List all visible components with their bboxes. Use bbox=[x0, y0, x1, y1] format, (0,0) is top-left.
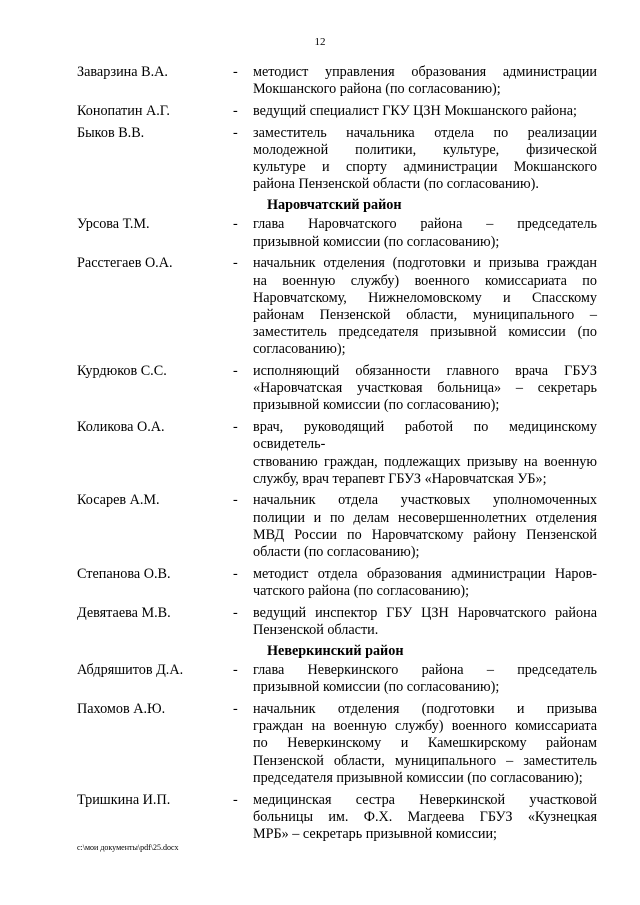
group-mokshansky bbox=[77, 64, 597, 193]
member-role bbox=[253, 566, 597, 600]
role-line: медицинская сестра Неверкинской участковой bbox=[253, 791, 597, 808]
role-line: начальник отделения (подготовки и призыва граждан bbox=[253, 255, 597, 272]
role-line: глава Неверкинского района – председатель bbox=[253, 662, 597, 679]
member-entry bbox=[77, 419, 597, 488]
dash-separator: - bbox=[233, 363, 238, 380]
role-line: Пензенской области. bbox=[253, 621, 379, 638]
member-role bbox=[253, 125, 597, 194]
role-line: призывной комиссии (по согласованию); bbox=[253, 233, 500, 250]
member-name: Абдряшитов Д.А. bbox=[77, 662, 184, 679]
group-narovchatsky bbox=[77, 216, 597, 639]
role-line: района Пензенской области (по согласованию). bbox=[253, 176, 539, 193]
member-name: Урсова Т.М. bbox=[77, 216, 150, 233]
role-line: Наровчатскому, Нижнеломовскому и Спасскому bbox=[253, 289, 597, 306]
dash-separator: - bbox=[233, 604, 238, 621]
role-line: глава Наровчатского района – председатель bbox=[253, 216, 597, 233]
dash-separator: - bbox=[233, 662, 238, 679]
section-heading-narovchatsky: Наровчатский район bbox=[267, 197, 402, 214]
dash-separator: - bbox=[233, 102, 238, 119]
dash-separator: - bbox=[233, 791, 238, 808]
role-line: исполняющий обязанности главного врача ГБУЗ bbox=[253, 363, 597, 380]
role-line: согласованию); bbox=[253, 341, 346, 358]
member-role bbox=[253, 64, 597, 98]
member-list bbox=[77, 64, 597, 843]
member-entry bbox=[77, 792, 597, 844]
member-role bbox=[253, 792, 597, 844]
role-line: районам Пензенской области, муниципального – bbox=[253, 306, 597, 323]
role-line: призывной комиссии (по согласованию); bbox=[253, 397, 500, 414]
member-entry bbox=[77, 125, 597, 194]
role-line: граждан на военную службу) военного комиссариата bbox=[253, 718, 597, 735]
member-role bbox=[253, 363, 597, 415]
role-line: ствованию граждан, подлежащих призыву на военную bbox=[253, 453, 597, 470]
role-line: методист отдела образования администрации Наров- bbox=[253, 565, 597, 582]
role-line: на военную службу) военного комиссариата по bbox=[253, 272, 597, 289]
dash-separator: - bbox=[233, 492, 238, 509]
member-name: Пахомов А.Ю. bbox=[77, 701, 166, 717]
role-line: службу, врач терапевт ГБУЗ «Наровчатская УБ»; bbox=[253, 470, 547, 487]
member-role bbox=[253, 662, 597, 696]
member-role bbox=[253, 701, 597, 787]
file-path-footer: c:\мои документы\pdf\25.docx bbox=[77, 843, 179, 852]
role-line: заместитель председателя призывной комиссии (по bbox=[253, 324, 597, 341]
role-line: «Наровчатская участковая больница» – секретарь bbox=[253, 380, 597, 397]
role-line: Пензенской области, муниципального – заместитель bbox=[253, 752, 597, 769]
role-line: заместитель начальника отдела по реализации bbox=[253, 124, 597, 141]
role-line: чатского района (по согласованию); bbox=[253, 582, 470, 599]
role-line: молодежной политики, культуре, физической bbox=[253, 141, 597, 158]
member-name: Курдюков С.С. bbox=[77, 363, 167, 380]
role-line: ведущий специалист ГКУ ЦЗН Мокшанского района; bbox=[253, 102, 577, 119]
member-name: Конопатин А.Г. bbox=[77, 102, 170, 119]
dash-separator: - bbox=[233, 565, 238, 582]
member-entry bbox=[77, 103, 597, 120]
dash-separator: - bbox=[233, 701, 238, 717]
member-role bbox=[253, 605, 597, 639]
member-name: Коликова О.А. bbox=[77, 419, 165, 436]
member-entry bbox=[77, 662, 597, 696]
member-entry bbox=[77, 363, 597, 415]
member-role bbox=[253, 419, 597, 488]
role-line: полиции и по делам несовершеннолетних отделения bbox=[253, 509, 597, 526]
dash-separator: - bbox=[233, 64, 238, 80]
member-name: Тришкина И.П. bbox=[77, 791, 171, 808]
dash-separator: - bbox=[233, 124, 238, 141]
member-name: Степанова О.В. bbox=[77, 565, 171, 582]
member-entry bbox=[77, 605, 597, 639]
role-line: по Неверкинскому и Камешкирскому районам bbox=[253, 735, 597, 752]
member-entry bbox=[77, 492, 597, 561]
role-line: методист управления образования администрации bbox=[253, 64, 597, 80]
group-neverkinsky bbox=[77, 662, 597, 843]
role-line: культуре и спорту администрации Мокшанского bbox=[253, 159, 597, 176]
member-name: Девятаева М.В. bbox=[77, 604, 171, 621]
member-name: Быков В.В. bbox=[77, 124, 145, 141]
role-line: Мокшанского района (по согласованию); bbox=[253, 81, 501, 98]
member-entry bbox=[77, 64, 597, 98]
member-role bbox=[253, 216, 597, 250]
section-heading-neverkinsky: Неверкинский район bbox=[267, 643, 404, 660]
dash-separator: - bbox=[233, 419, 238, 436]
role-line: начальник отделения (подготовки и призыва bbox=[253, 701, 597, 717]
role-line: МРБ» – секретарь призывной комиссии; bbox=[253, 825, 497, 842]
role-line: больницы им. Ф.Х. Магдеева ГБУЗ «Кузнецкая bbox=[253, 808, 597, 825]
dash-separator: - bbox=[233, 216, 238, 233]
role-line: врач, руководящий работой по медицинскому освидетель- bbox=[253, 419, 597, 453]
dash-separator: - bbox=[233, 255, 238, 272]
member-name: Расстегаев О.А. bbox=[77, 255, 173, 272]
member-role bbox=[253, 103, 597, 120]
role-line: МВД России по Наровчатскому району Пензенской bbox=[253, 526, 597, 543]
member-entry bbox=[77, 216, 597, 250]
member-role bbox=[253, 492, 597, 561]
role-line: области (по согласованию); bbox=[253, 544, 420, 561]
member-role bbox=[253, 255, 597, 358]
member-name: Заварзина В.А. bbox=[77, 64, 168, 80]
role-line: председателя призывной комиссии (по согласованию); bbox=[253, 769, 583, 786]
role-line: начальник отдела участковых уполномоченных bbox=[253, 492, 597, 509]
member-entry bbox=[77, 255, 597, 358]
member-entry bbox=[77, 701, 597, 787]
role-line: ведущий инспектор ГБУ ЦЗН Наровчатского района bbox=[253, 604, 597, 621]
role-line: призывной комиссии (по согласованию); bbox=[253, 679, 500, 696]
page-number: 12 bbox=[314, 36, 326, 48]
member-name: Косарев А.М. bbox=[77, 492, 160, 509]
member-entry bbox=[77, 566, 597, 600]
